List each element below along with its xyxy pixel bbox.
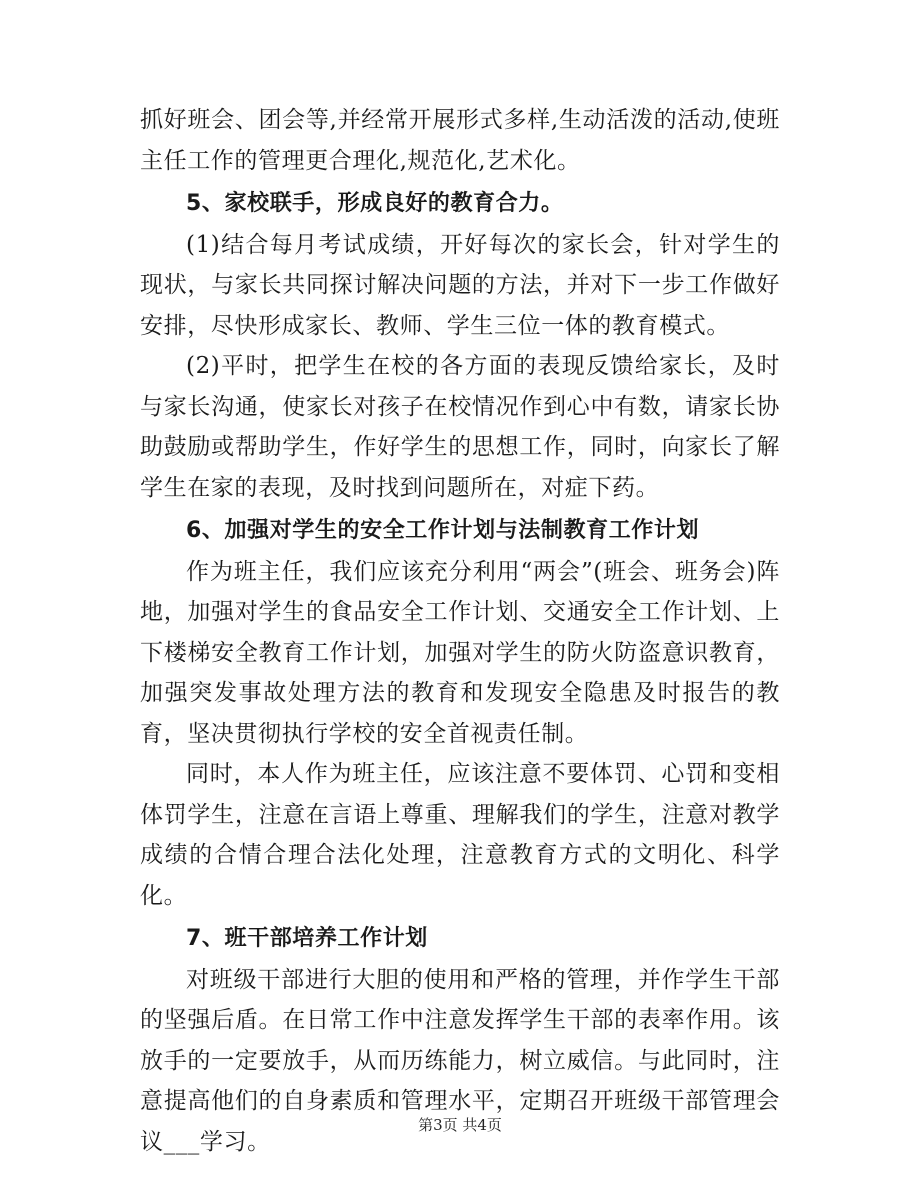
paragraph-continuation: 抓好班会、团会等,并经常开展形式多样,生动活泼的活动,使班主任工作的管理更合理化,规范化,艺术化。 bbox=[140, 107, 780, 174]
paragraph-6-2: 同时，本人作为班主任，应该注意不要体罚、心罚和变相体罚学生，注意在言语上尊重、理解我们的学生，注意对教学成绩的合情合理合法化处理，注意教育方式的文明化、科学化。 bbox=[140, 761, 780, 909]
paragraph-7-1: 对班级干部进行大胆的使用和严格的管理，并作学生干部的坚强后盾。在日常工作中注意发挥学生干部的表率作用。该放手的一定要放手，从而历练能力，树立威信。与此同时，注意提高他们的自身素质和管理水平，定期召开班级干部管理会议___学习。 bbox=[140, 966, 780, 1155]
section-heading-7: 7、班干部培养工作计划 bbox=[186, 926, 428, 951]
page-footer: 第3页 共4页 bbox=[418, 1116, 502, 1134]
paragraph-5-2: (2)平时，把学生在校的各方面的表现反馈给家长，及时与家长沟通，使家长对孩子在校情况作到心中有数，请家长协助鼓励或帮助学生，作好学生的思想工作，同时，向家长了解学生在家的表现，及时找到问题所在，对症下药。 bbox=[140, 353, 780, 501]
document-body bbox=[140, 100, 780, 1162]
paragraph-6-1: 作为班主任，我们应该充分利用“两会”(班会、班务会)阵地，加强对学生的食品安全工作计划、交通安全工作计划、上下楼梯安全教育工作计划，加强对学生的防火防盗意识教育，加强突发事故处理方法的教育和发现安全隐患及时报告的教育，坚决贯彻执行学校的安全首视责任制。 bbox=[140, 558, 780, 747]
section-heading-5: 5、家校联手，形成良好的教育合力。 bbox=[186, 191, 564, 216]
section-heading-6: 6、加强对学生的安全工作计划与法制教育工作计划 bbox=[186, 518, 700, 543]
paragraph-5-1: (1)结合每月考试成绩，开好每次的家长会，针对学生的现状，与家长共同探讨解决问题的方法，并对下一步工作做好安排，尽快形成家长、教师、学生三位一体的教育模式。 bbox=[140, 231, 780, 339]
